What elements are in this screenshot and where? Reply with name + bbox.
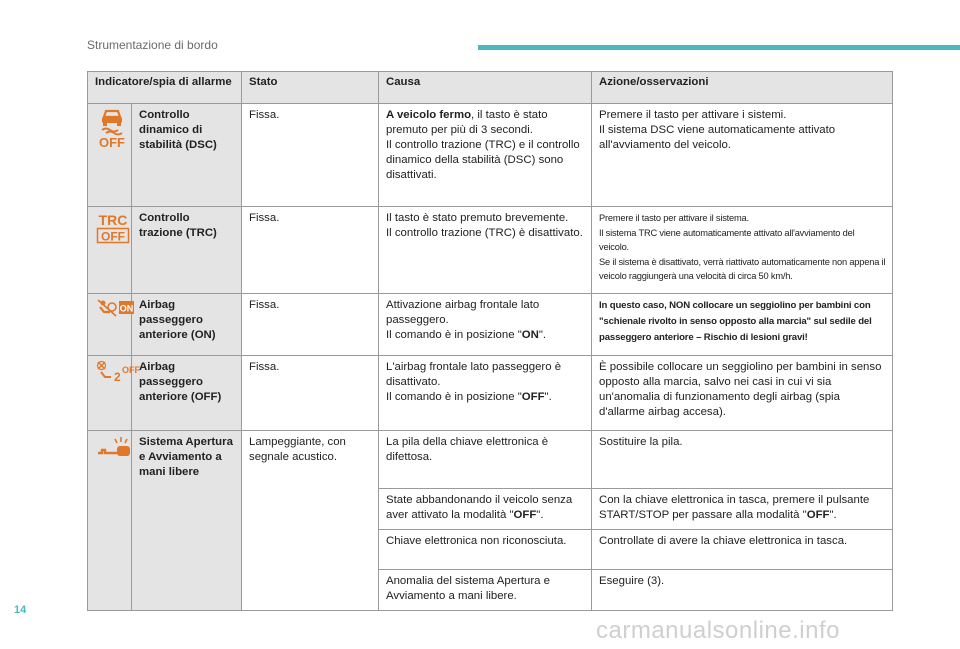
cause-line-post: ". xyxy=(538,329,547,341)
airbag-on-icon-label: ON xyxy=(119,303,134,314)
cause-text: Chiave elettronica non riconosciuta. xyxy=(379,530,592,570)
indicator-name: Controllo trazione (TRC) xyxy=(132,207,242,294)
action-line: Premere il tasto per attivare il sistema. xyxy=(599,213,749,223)
action-text: È possibile collocare un seggiolino per bambini in senso opposto alla marcia, salvo nei casi in cui vi sia un'anomalia di funzionamento degli airbag (spia d'allarme airbag accesa). xyxy=(592,356,893,431)
passenger-airbag-off-icon xyxy=(95,360,140,384)
section-title: Strumentazione di bordo xyxy=(87,38,218,52)
col-header-cause: Causa xyxy=(379,72,592,104)
action-line: Il sistema DSC viene automaticamente attivato all'avviamento del veicolo. xyxy=(599,124,836,151)
icon-cell xyxy=(88,104,132,207)
cause-line: Attivazione airbag frontale lato passeggero. xyxy=(386,299,540,326)
page-number: 14 xyxy=(14,604,27,616)
table-row xyxy=(88,356,893,431)
icon-cell xyxy=(88,294,132,356)
svg-text:2: 2 xyxy=(114,370,121,384)
cause-text: Anomalia del sistema Apertura e Avviamento a mani libere. xyxy=(379,570,592,611)
table-row xyxy=(88,104,893,207)
dsc-off-icon xyxy=(95,108,125,148)
airbag-off-icon-label: OFF xyxy=(122,365,140,375)
action-line: Il sistema TRC viene automaticamente attivato all'avviamento del veicolo. xyxy=(599,227,855,252)
indicator-name: Airbag passeggero anteriore (ON) xyxy=(132,294,242,356)
indicator-name: Airbag passeggero anteriore (OFF) xyxy=(132,356,242,431)
watermark: carmanualsonline.info xyxy=(596,617,840,644)
action-text xyxy=(592,489,893,530)
cause-line-pre: Il comando è in posizione " xyxy=(386,391,522,403)
action-line: Se il sistema è disattivato, verrà riattivato automaticamente non appena il veicolo raggiungerà una velocità di circa 50 km/h. xyxy=(599,256,886,281)
warning-lights-table xyxy=(87,71,893,611)
action-text: In questo caso, NON collocare un seggiolino per bambini con "schienale rivolto in senso opposto alla marcia" sul sedile del passeggero anteriore – Rischio di lesioni gravi! xyxy=(592,294,893,356)
table-row xyxy=(88,294,893,356)
cause-line-post: ". xyxy=(544,391,552,403)
cause-line-pre: Il comando è in posizione " xyxy=(386,329,522,341)
action-text xyxy=(592,104,893,207)
passenger-airbag-on-icon xyxy=(95,298,134,318)
trc-off-icon-label: OFF xyxy=(101,229,125,244)
cause-text xyxy=(379,356,592,431)
state-text: Fissa. xyxy=(242,207,379,294)
header-accent-bar xyxy=(478,45,960,50)
col-header-state: Stato xyxy=(242,72,379,104)
action-pre: Con la chiave elettronica in tasca, premere il pulsante START/STOP per passare alla modalità " xyxy=(599,494,870,521)
indicator-name: Sistema Apertura e Avviamento a mani libere xyxy=(132,431,242,611)
cause-text xyxy=(379,207,592,294)
cause-text xyxy=(379,489,592,530)
icon-cell xyxy=(88,431,132,611)
cause-pre: State abbandonando il veicolo senza aver attivato la modalità " xyxy=(386,494,573,521)
cause-rest: , il tasto è stato premuto per più di 3 secondi. xyxy=(386,109,548,136)
state-text: Fissa. xyxy=(242,356,379,431)
cause-line-bold: ON xyxy=(521,329,539,341)
table-header-row xyxy=(88,72,893,104)
state-text: Lampeggiante, con segnale acustico. xyxy=(242,431,379,611)
cause-bold: A veicolo fermo xyxy=(386,109,472,121)
col-header-indicator: Indicatore/spia di allarme xyxy=(88,72,242,104)
state-text: Fissa. xyxy=(242,294,379,356)
dsc-off-icon-label: OFF xyxy=(99,135,125,150)
cause-bold: OFF xyxy=(513,509,537,521)
action-text: Controllate di avere la chiave elettronica in tasca. xyxy=(592,530,893,570)
action-text: Sostituire la pila. xyxy=(592,431,893,489)
cause-line: Il tasto è stato premuto brevemente. xyxy=(386,212,569,224)
cause-line: Il controllo trazione (TRC) è disattivato. xyxy=(386,227,583,239)
action-post: ". xyxy=(829,509,837,521)
icon-cell xyxy=(88,356,140,431)
icon-cell xyxy=(88,207,132,294)
table-row xyxy=(88,207,893,294)
action-bold: OFF xyxy=(806,509,830,521)
cause-text: La pila della chiave elettronica è difettosa. xyxy=(379,431,592,489)
state-text: Fissa. xyxy=(242,104,379,207)
action-text: Eseguire (3). xyxy=(592,570,893,611)
trc-off-icon xyxy=(95,211,128,245)
cause-post: ". xyxy=(536,509,544,521)
indicator-name: Controllo dinamico di stabilità (DSC) xyxy=(132,104,242,207)
cause-text xyxy=(379,104,592,207)
cause-line: L'airbag frontale lato passeggero è disattivato. xyxy=(386,361,562,388)
cause-line: Il controllo trazione (TRC) e il controllo dinamico della stabilità (DSC) sono disattivati. xyxy=(386,139,580,181)
cause-text xyxy=(379,294,592,356)
action-text xyxy=(592,207,893,294)
action-line: Premere il tasto per attivare i sistemi. xyxy=(599,109,787,121)
col-header-action: Azione/osservazioni xyxy=(592,72,893,104)
trc-icon-label: TRC xyxy=(98,212,128,228)
table-row xyxy=(88,431,893,489)
cause-line-bold: OFF xyxy=(521,391,545,403)
smart-key-warning-icon xyxy=(95,435,125,459)
